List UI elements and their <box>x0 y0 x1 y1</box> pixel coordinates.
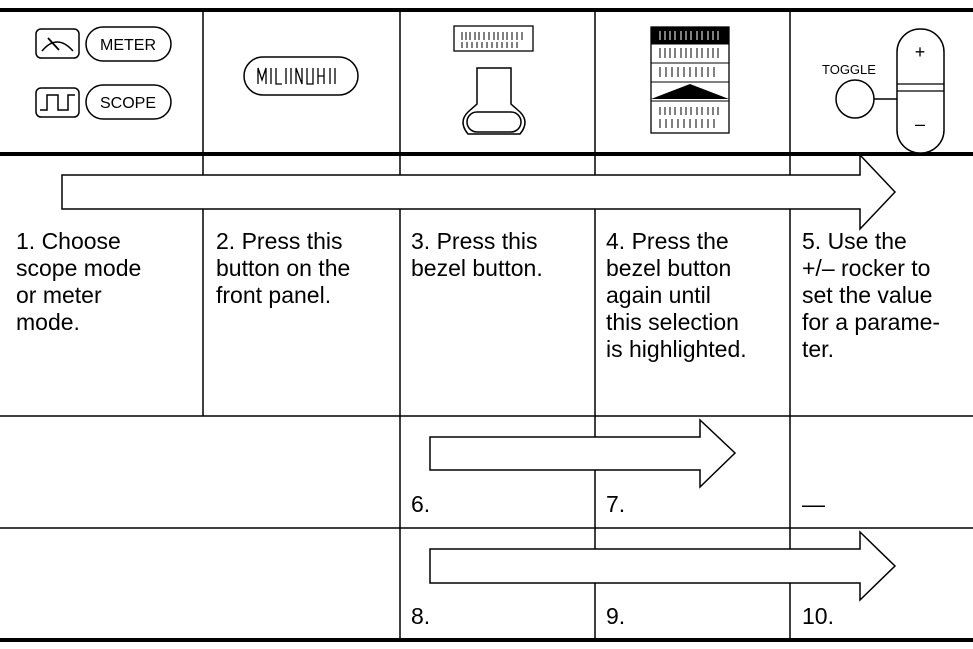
minus-sign: – <box>914 114 926 134</box>
row-1-dash: — <box>802 491 825 517</box>
row-1-step-6: 6. <box>411 491 431 517</box>
row-2-step-9: 9. <box>606 603 626 629</box>
step-3-text: 3. Press this bezel button. <box>411 228 543 281</box>
step-5-text: 5. Use the +/– rocker to set the value for a parame- ter. <box>802 228 941 362</box>
row-2-step-10: 10. <box>802 603 834 629</box>
plus-sign: + <box>914 42 926 62</box>
row-1-step-7: 7. <box>606 491 626 517</box>
meter-icon <box>36 29 79 58</box>
toggle-rocker-icon[interactable] <box>822 29 944 153</box>
meter-button-label: METER <box>100 37 156 54</box>
toggle-label: TOGGLE <box>822 62 876 77</box>
step-2-text: 2. Press this button on the front panel. <box>216 228 351 308</box>
flow-arrow-row-2 <box>430 532 895 600</box>
meter-button[interactable] <box>86 27 171 61</box>
front-panel-button-icon[interactable] <box>244 57 358 95</box>
scope-button-label: SCOPE <box>99 95 157 112</box>
step-4-text: 4. Press the bezel button again until this selection is highlighted. <box>606 228 747 362</box>
flow-arrow-main <box>62 155 895 229</box>
scope-icon <box>36 88 79 117</box>
bezel-menu-icon <box>651 27 729 133</box>
scope-button[interactable] <box>86 85 171 119</box>
flow-arrow-row-1 <box>430 420 735 487</box>
row-2-step-8: 8. <box>411 603 431 629</box>
bezel-button-icon[interactable] <box>454 26 533 134</box>
step-1-text: 1. Choose scope mode or meter mode. <box>16 228 142 335</box>
